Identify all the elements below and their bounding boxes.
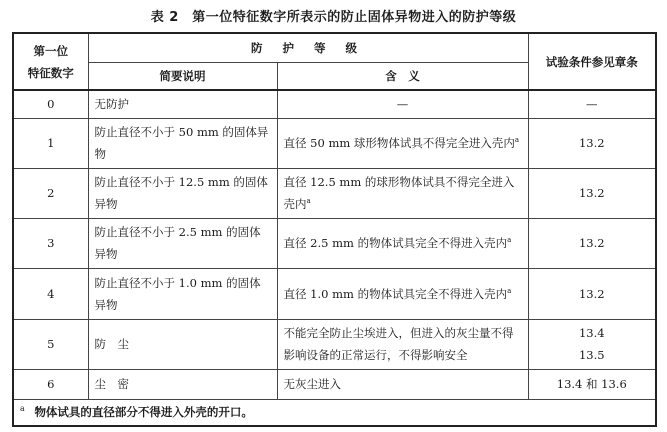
table-row [13,118,656,168]
protection-level-table [12,32,657,427]
header-test-ref: 试验条件参见章条 [528,33,656,90]
test-ref-cell: 13.2 [528,118,656,168]
footnote-ref: a [306,197,311,206]
test-ref-cell: 13.4 和 13.6 [528,369,656,399]
table-caption: 表 2 第一位特征数字所表示的防止固体异物进入的防护等级 [150,10,517,25]
table-row [13,168,656,218]
test-ref-cell: 13.2 [528,268,656,319]
header-brief: 简要说明 [88,62,277,90]
footnote-ref: a [514,136,520,145]
header-first-digit [13,33,88,90]
footnote-cell [13,399,656,426]
brief-cell: 防 尘 [88,319,277,369]
brief-cell: 防止直径不小于 12.5 mm 的固体异物 [88,168,277,218]
header-protection-level: 防 护 等 级 [88,33,528,62]
table-row [13,218,656,268]
brief-cell: 尘 密 [88,369,277,399]
digit-cell: 6 [13,369,88,399]
footnote-row [13,399,656,426]
table-row [13,268,656,319]
footnote-ref: a [507,286,512,295]
test-ref-cell: 13.2 [528,218,656,268]
digit-cell: 5 [13,319,88,369]
table-row [13,369,656,399]
meaning-cell [277,118,528,168]
meaning-cell [277,268,528,319]
footnote-ref: a [507,236,512,245]
meaning-text: 直径 2.5 mm 的物体试具完全不得进入壳内 [283,236,508,250]
brief-cell: 防止直径不小于 50 mm 的固体异物 [88,118,277,168]
digit-cell: 1 [13,118,88,168]
test-ref-cell: — [528,90,656,118]
test-ref-line: 13.4 [578,326,605,340]
brief-cell: 无防护 [88,90,277,118]
footnote-text: 物体试具的直径部分不得进入外壳的开口。 [34,405,253,419]
digit-cell: 4 [13,268,88,319]
brief-cell: 防止直径不小于 2.5 mm 的固体异物 [88,218,277,268]
header-first-digit-line2: 特征数字 [27,65,74,80]
meaning-text: 直径 1.0 mm 的物体试具完全不得进入壳内 [283,286,508,301]
meaning-cell: — [277,90,528,118]
header-meaning: 含 义 [277,62,528,90]
meaning-cell [277,218,528,268]
test-ref-cell [528,319,656,369]
digit-cell: 0 [13,90,88,118]
digit-cell: 3 [13,218,88,268]
header-first-digit-line1: 第一位 [33,43,68,58]
test-ref-line: 13.5 [578,348,605,362]
meaning-cell: 无灰尘进入 [277,369,528,399]
table-row [13,90,656,118]
brief-cell: 防止直径不小于 1.0 mm 的固体异物 [88,268,277,319]
meaning-cell: 不能完全防止尘埃进入，但进入的灰尘量不得影响设备的正常运行，不得影响安全 [277,319,528,369]
table-row [13,319,656,369]
meaning-cell [277,168,528,218]
digit-cell: 2 [13,168,88,218]
footnote-marker: a [20,404,25,414]
meaning-text: 直径 50 mm 球形物体试具不得完全进入壳内 [283,136,515,150]
meaning-text: 直径 12.5 mm 的球形物体试具不得完全进入壳内 [283,175,515,211]
test-ref-cell: 13.2 [528,168,656,218]
